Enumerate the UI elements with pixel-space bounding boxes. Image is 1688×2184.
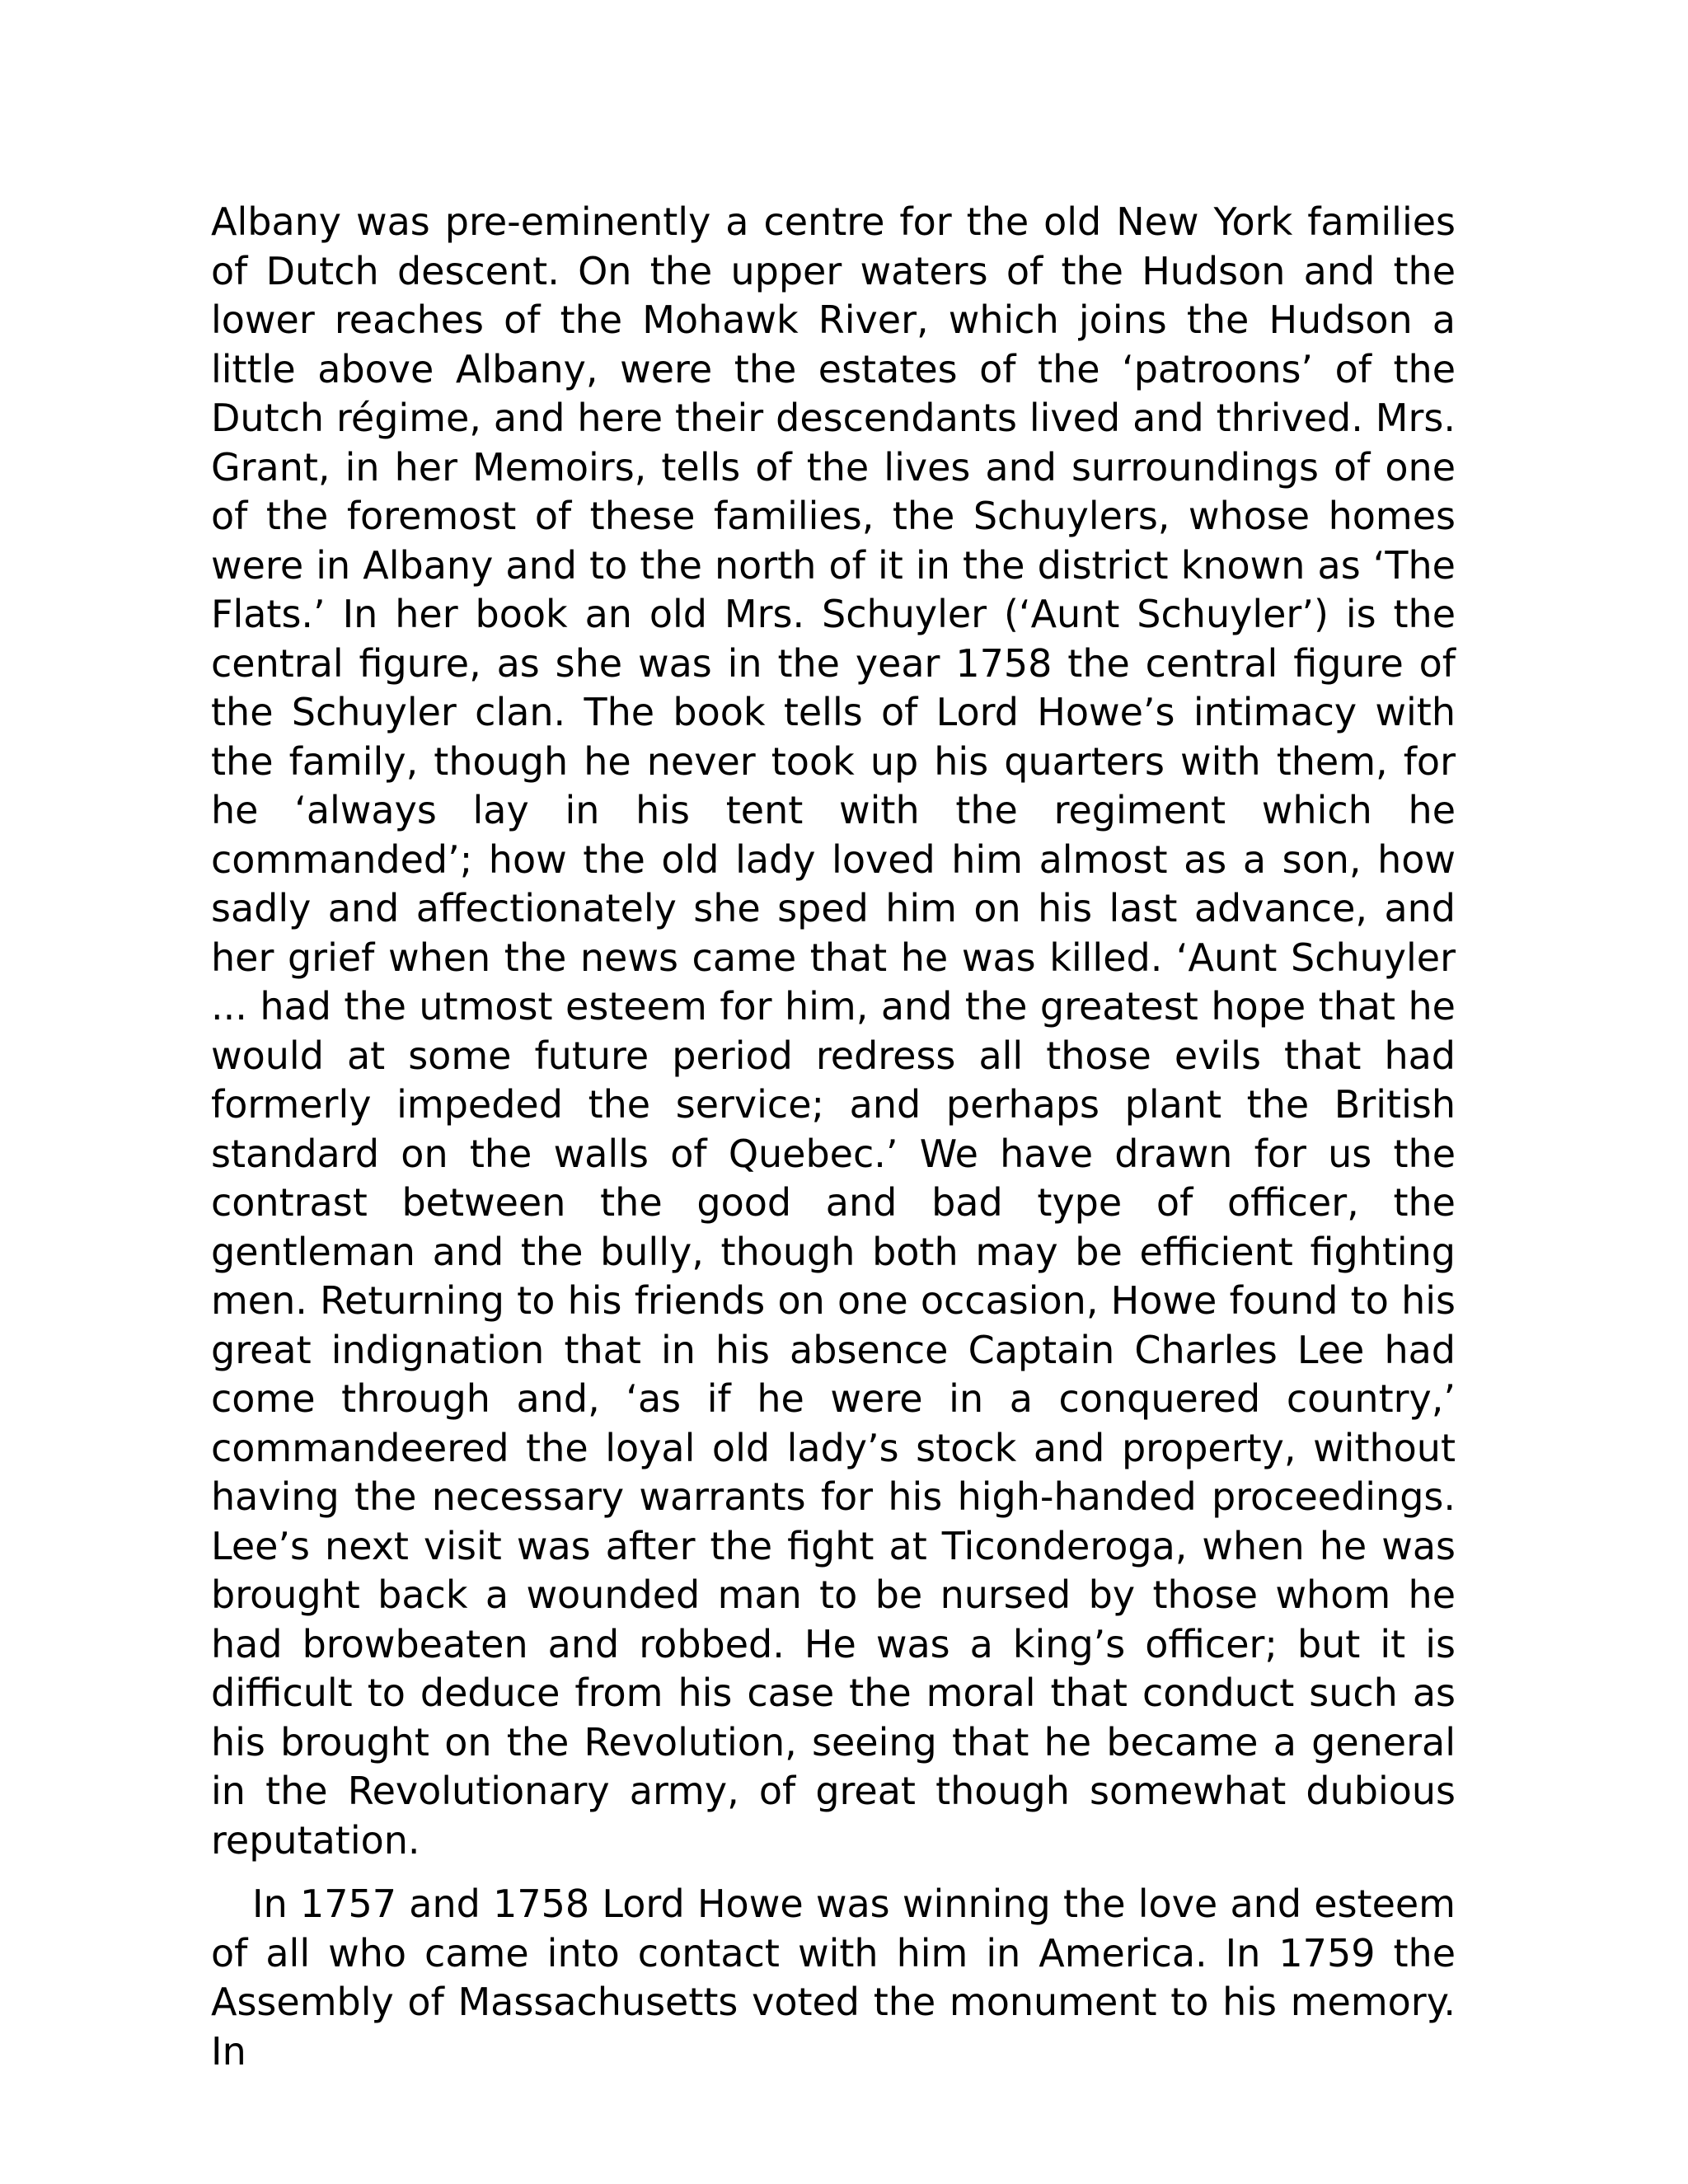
paragraph-2: In 1757 and 1758 Lord Howe was winning the love and esteem of all who came into contact with him in America. In 1759 the Assembly of Massachusetts voted the monument to his memory. In [211,1882,1456,2074]
paragraph-1: Albany was pre-eminently a centre for the old New York families of Dutch descent. On the upper waters of the Hudson and the lower reaches of the Mohawk River, which joins the Hudson a little above Albany, were the estates of the ‘patroons’ of the Dutch régime, and here their descendants lived and thrived. Mrs. Grant, in her Memoirs, tells of the lives and surroundings of one of the foremost of these families, the Schuylers, whose homes were in Albany and to the north of it in the district known as ‘The Flats.’ In her book an old Mrs. Schuyler (‘Aunt Schuyler’) is the central figure, as she was in the year 1758 the central figure of the Schuyler clan. The book tells of Lord Howe’s intimacy with the family, though he never took up his quarters with them, for he ‘always lay in his tent with the regiment which he commanded’; how the old lady loved him almost as a son, how sadly and affectionately she sped him on his last advance, and her grief when the news came that he was killed. ‘Aunt Schuyler ... had the utmost esteem for him, and the greatest hope that he would at some future period redress all those evils that had formerly impeded the service; and perhaps plant the British standard on the walls of Quebec.’ We have drawn for us the contrast between the good and bad type of officer, the gentleman and the bully, though both may be efficient fighting men. Returning to his friends on one occasion, Howe found to his great indignation that in his absence Captain Charles Lee had come through and, ‘as if he were in a conquered country,’ commandeered the loyal old lady’s stock and property, without having the necessary warrants for his high-handed proceedings. Lee’s next visit was after the fight at Ticonderoga, when he was brought back a wounded man to be nursed by those whom he had browbeaten and robbed. He was a king’s officer; but it is difficult to deduce from his case the moral that conduct such as his brought on the Revolution, seeing that he became a general in the Revolutionary army, of great though somewhat dubious reputation. [211,199,1456,1863]
body-text [211,198,1456,2076]
